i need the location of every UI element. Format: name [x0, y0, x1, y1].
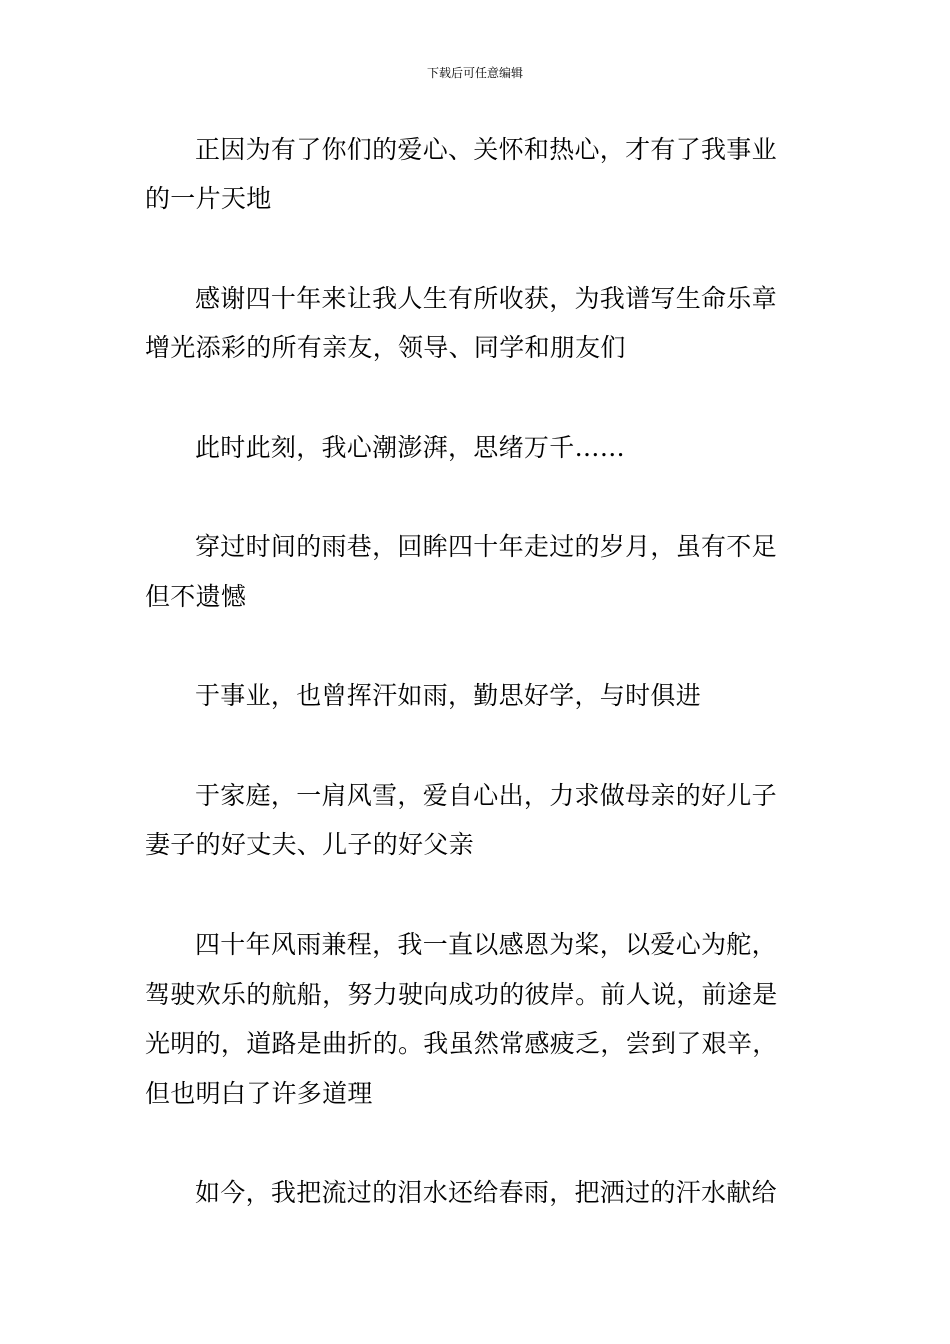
paragraph-2-line-2: 增光添彩的所有亲友，领导、同学和朋友们 [145, 333, 626, 362]
paragraph-4-line-1: 穿过时间的雨巷，回眸四十年走过的岁月，虽有不足 [195, 532, 777, 561]
page-header: 下载后可任意编辑 [426, 66, 523, 80]
paragraph-7-line-1: 四十年风雨兼程，我一直以感恩为桨，以爱心为舵， [195, 930, 777, 959]
paragraph-7-line-2: 驾驶欢乐的航船，努力驶向成功的彼岸。前人说，前途是 [145, 980, 778, 1009]
paragraph-1-line-2: 的一片天地 [145, 184, 272, 213]
paragraph-8-line-1: 如今，我把流过的泪水还给春雨，把洒过的汗水献给 [195, 1178, 777, 1207]
paragraph-6-line-2: 妻子的好丈夫、儿子的好父亲 [145, 830, 474, 859]
paragraph-7-line-3: 光明的，道路是曲折的。我虽然常感疲乏，尝到了艰辛， [145, 1029, 778, 1058]
paragraph-2-line-1: 感谢四十年来让我人生有所收获，为我谱写生命乐章 [195, 284, 777, 313]
paragraph-1-line-1: 正因为有了你们的爱心、关怀和热心，才有了我事业 [195, 135, 777, 164]
paragraph-5-line-1: 于事业，也曾挥汗如雨，勤思好学，与时俱进 [195, 681, 702, 710]
paragraph-7-line-4: 但也明白了许多道理 [145, 1079, 373, 1108]
paragraph-6-line-1: 于家庭，一肩风雪，爱自心出，力求做母亲的好儿子 [195, 781, 777, 810]
paragraph-3-line-1: 此时此刻，我心潮澎湃，思绪万千…… [195, 433, 626, 462]
paragraph-4-line-2: 但不遗憾 [145, 582, 247, 611]
